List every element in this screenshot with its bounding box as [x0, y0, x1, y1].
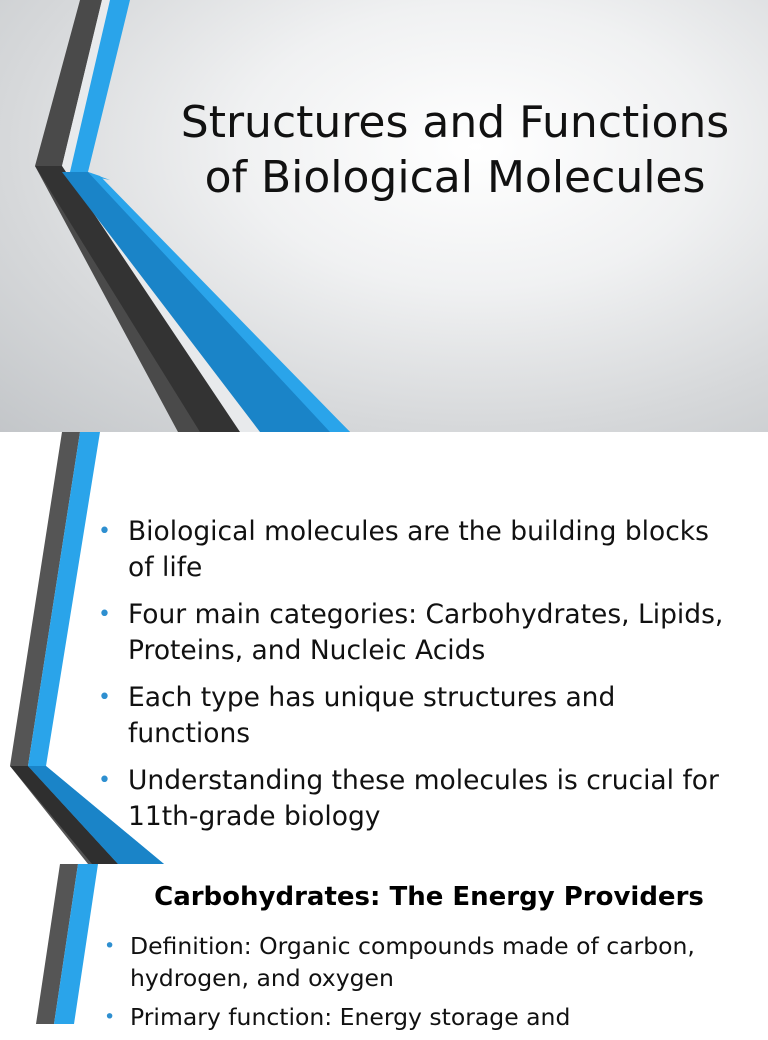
- bullet-icon: •: [104, 935, 116, 957]
- title-slide: [0, 0, 768, 432]
- bullet-list: [98, 514, 738, 846]
- bullet-icon: •: [98, 685, 111, 710]
- bullet-icon: •: [98, 768, 111, 793]
- list-item: • Definition: Organic compounds made of carbon, hydrogen, and oxygen: [104, 932, 695, 992]
- decorative-stripes: [0, 0, 768, 432]
- bullet-icon: •: [98, 519, 111, 544]
- list-item: • Primary function: Energy storage and: [104, 1003, 571, 1031]
- slide-title: Structures and Functions of Biological Molecules: [180, 97, 730, 203]
- list-item: • Understanding these molecules is crucial for 11th-grade biology: [98, 765, 719, 832]
- slide-title: Carbohydrates: The Energy Providers: [154, 882, 704, 912]
- list-item: • Four main categories: Carbohydrates, Lipids, Proteins, and Nucleic Acids: [98, 599, 724, 666]
- bullet-icon: •: [98, 602, 111, 627]
- list-item: • Biological molecules are the building blocks of life: [98, 516, 709, 583]
- list-item: • Each type has unique structures and functions: [98, 682, 616, 749]
- bullet-icon: •: [104, 1006, 116, 1028]
